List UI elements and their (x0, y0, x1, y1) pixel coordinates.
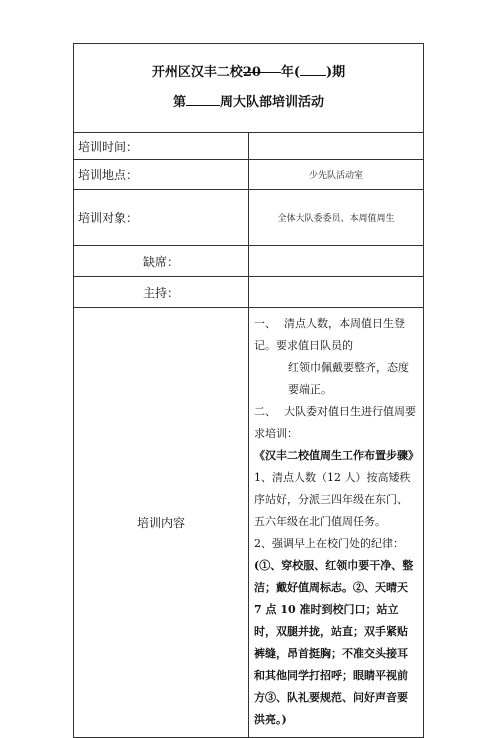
time-value (249, 133, 424, 160)
training-record-sheet (73, 43, 424, 738)
content-item-1 (254, 313, 418, 357)
item-1-number: 一、 (254, 317, 276, 330)
title-year-label: 年( (280, 65, 300, 80)
absent-value (249, 246, 424, 277)
place-label: 培训地点： (74, 160, 249, 190)
item-2-number: 二、 (254, 405, 276, 418)
title-line-2 (74, 88, 423, 118)
place-value: 少先队活动室 (249, 160, 424, 190)
host-value (249, 277, 424, 308)
step-2-rules: (①、穿校服、红领巾要干净、整洁；戴好值周标志。②、天晴天 7 点 10 准时到校门口；站立时，双腿并拢，站直；双手紧贴裤缝，昂首挺胸；不准交头接耳和其他同学打招呼；眼睛平视前方③、队礼要规范、问好声音要洪亮。) (254, 559, 414, 726)
absent-label: 缺席： (74, 246, 249, 277)
step-paragraph-1: 1、清点人数（12 人）按高矮秩序站好，分派三四年级在东门、五六年级在北门值周任务。 (254, 471, 411, 528)
time-label: 培训时间： (74, 133, 249, 160)
target-label: 培训对象： (74, 190, 249, 246)
steps-title: 《汉丰二校值周生工作布置步骤》 (254, 449, 419, 462)
step-2-intro: 2、强调早上在校门处的纪律： (254, 537, 404, 550)
title-line-1 (74, 58, 423, 88)
title-term-blank (300, 61, 326, 76)
content-label: 培训内容 (74, 308, 249, 738)
title-week-prefix: 第 (172, 95, 186, 110)
content-body (249, 308, 424, 738)
content-item-2 (254, 401, 418, 445)
title-cell (74, 44, 424, 133)
title-school: 开州区汉丰二校 (151, 65, 243, 80)
title-year-blank: 20 (243, 58, 281, 73)
title-term-label: )期 (326, 65, 346, 80)
training-table (73, 43, 424, 738)
item-1-text: 清点人数，本周值日生登记。要求值日队员的 (254, 317, 405, 352)
target-value: 全体大队委委员、本周值周生 (249, 190, 424, 246)
item-2-text: 大队委对值日生进行值周要求培训： (254, 405, 416, 440)
title-activity: 周大队部培训活动 (220, 95, 325, 110)
item-1-continuation: 红领巾佩戴要整齐，态度要端正。 (288, 361, 409, 396)
host-label: 主持： (74, 277, 249, 308)
title-week-blank (186, 91, 220, 106)
step-paragraph-2 (254, 533, 418, 731)
